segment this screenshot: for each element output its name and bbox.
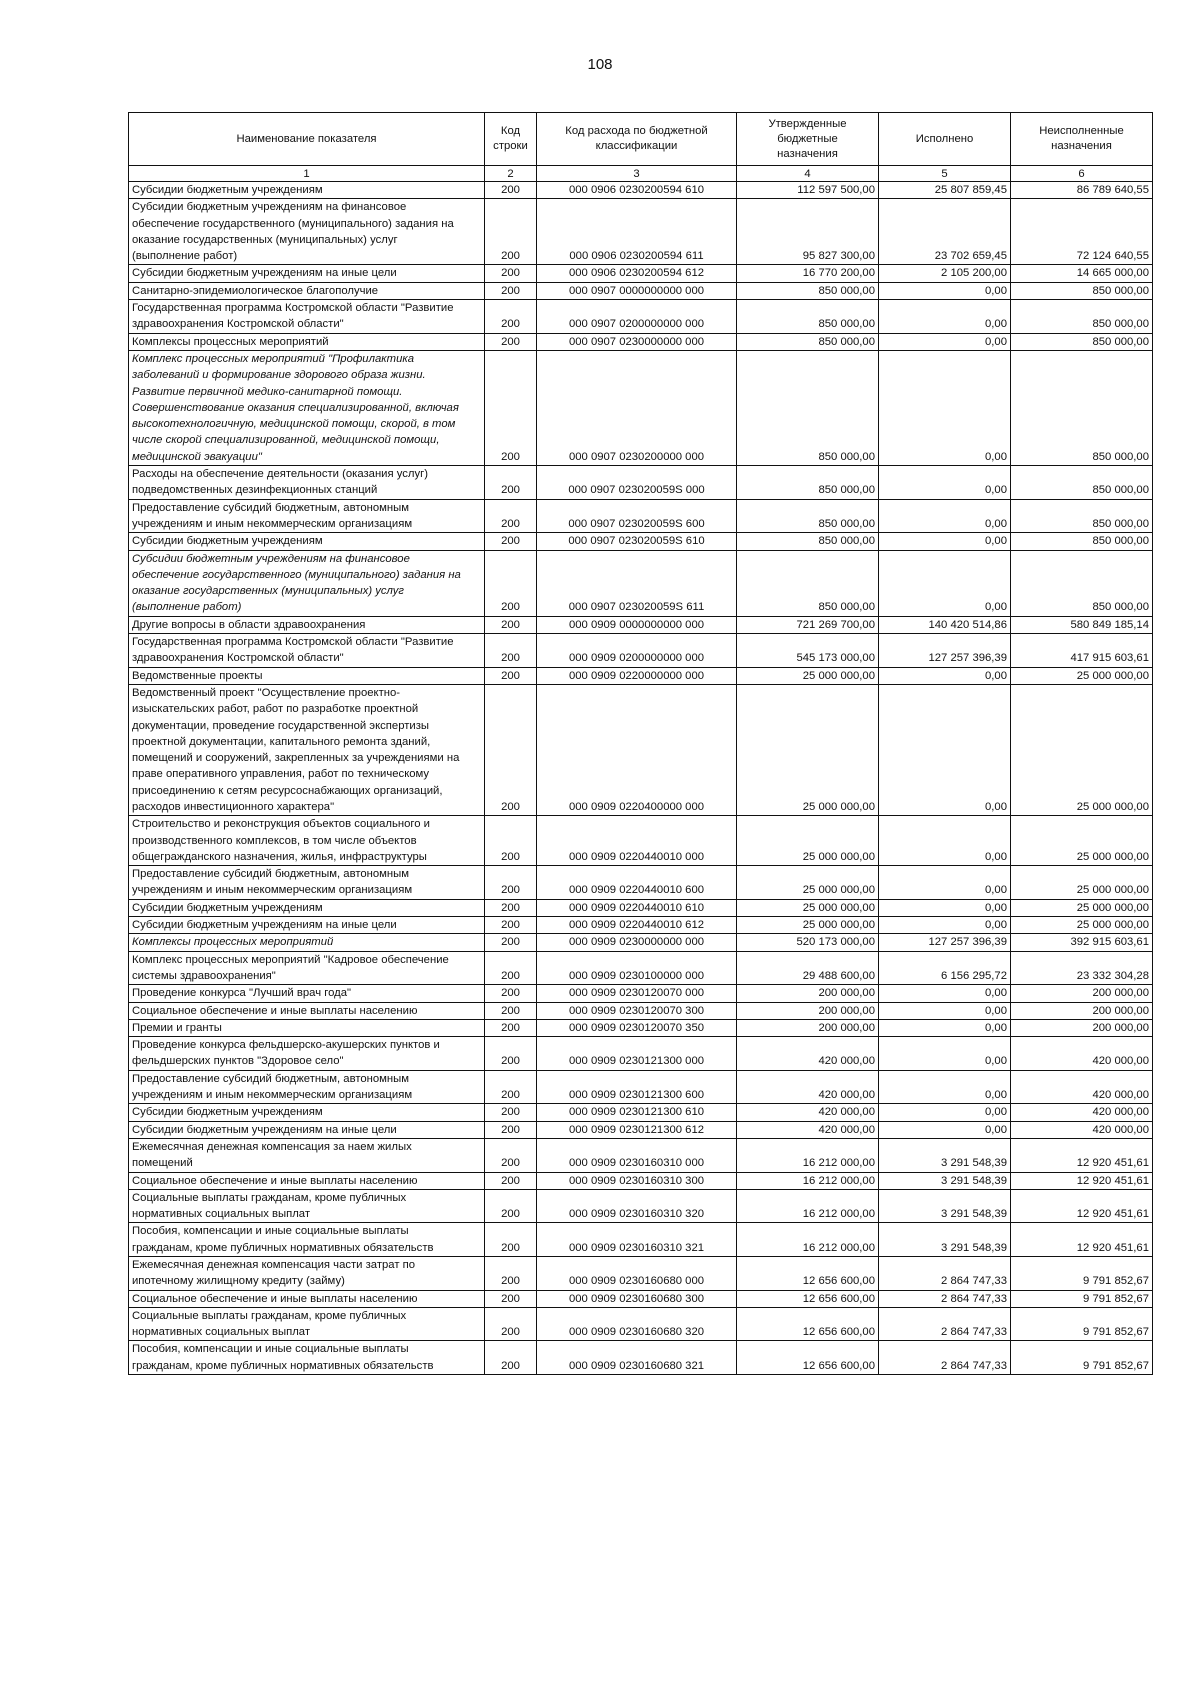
row-name-cell: Ведомственный проект "Осуществление проектно- изыскательских работ, работ по разработке проектной документации, проведение государственной экспертизы проектной документации, капитального ремонта зданий, помещений и сооружений, закрепленных за учреждениями на праве оперативного управления, работ по техническому присоединению к сетям ресурсоснабжающих организаций, расходов инвестиционного характера" [129,684,485,815]
column-number: 4 [737,166,879,182]
row-name-cell: Предоставление субсидий бюджетным, автономным учреждениям и иным некоммерческим организациям [129,866,485,900]
table-row [129,866,1153,900]
expense-code-cell: 000 0907 0230000000 000 [537,333,737,350]
row-code-cell: 200 [485,934,537,951]
table-row [129,1121,1153,1138]
unexecuted-amount-cell: 850 000,00 [1011,350,1153,465]
unexecuted-amount-cell: 25 000 000,00 [1011,667,1153,684]
unexecuted-amount-cell: 25 000 000,00 [1011,917,1153,934]
row-code-cell: 200 [485,1307,537,1341]
expense-code-cell: 000 0907 0230200000 000 [537,350,737,465]
executed-amount-cell: 0,00 [879,684,1011,815]
table-row [129,182,1153,199]
row-code-cell: 200 [485,1290,537,1307]
executed-amount-cell: 0,00 [879,550,1011,616]
column-header-unexecuted: Неисполненные назначения [1011,113,1153,166]
approved-amount-cell: 25 000 000,00 [737,917,879,934]
table-row [129,350,1153,465]
executed-amount-cell: 0,00 [879,667,1011,684]
unexecuted-amount-cell: 392 915 603,61 [1011,934,1153,951]
executed-amount-cell: 127 257 396,39 [879,634,1011,668]
approved-amount-cell: 16 770 200,00 [737,265,879,282]
expense-code-cell: 000 0906 0230200594 612 [537,265,737,282]
approved-amount-cell: 850 000,00 [737,300,879,334]
row-code-cell: 200 [485,1104,537,1121]
row-name-cell: Субсидии бюджетным учреждениям [129,899,485,916]
table-row [129,1138,1153,1172]
row-code-cell: 200 [485,550,537,616]
approved-amount-cell: 850 000,00 [737,550,879,616]
row-name-cell: Санитарно-эпидемиологическое благополучие [129,282,485,299]
expense-code-cell: 000 0909 0220000000 000 [537,667,737,684]
unexecuted-amount-cell: 9 791 852,67 [1011,1307,1153,1341]
expense-code-cell: 000 0909 0230120070 350 [537,1019,737,1036]
approved-amount-cell: 721 269 700,00 [737,616,879,633]
row-code-cell: 200 [485,466,537,500]
row-name-cell: Комплекс процессных мероприятий "Профилактика заболеваний и формирование здорового образа жизни. Развитие первичной медико-санитарной помощи. Совершенствование оказания специализированной, включая высокотехнологичную, медицинской помощи, скорой, в том числе скорой специализированной, медицинской помощи, медицинской эвакуации" [129,350,485,465]
row-code-cell: 200 [485,1257,537,1291]
row-name-cell: Расходы на обеспечение деятельности (оказания услуг) подведомственных дезинфекционных станций [129,466,485,500]
table-row [129,934,1153,951]
row-name-cell: Социальное обеспечение и иные выплаты населению [129,1290,485,1307]
row-code-cell: 200 [485,899,537,916]
unexecuted-amount-cell: 200 000,00 [1011,985,1153,1002]
row-code-cell: 200 [485,300,537,334]
executed-amount-cell: 2 105 200,00 [879,265,1011,282]
budget-execution-table [128,112,1153,1375]
table-row [129,1104,1153,1121]
executed-amount-cell: 0,00 [879,1121,1011,1138]
row-name-cell: Предоставление субсидий бюджетным, автономным учреждениям и иным некоммерческим организациям [129,1070,485,1104]
unexecuted-amount-cell: 420 000,00 [1011,1070,1153,1104]
row-name-cell: Субсидии бюджетным учреждениям [129,182,485,199]
unexecuted-amount-cell: 420 000,00 [1011,1104,1153,1121]
approved-amount-cell: 850 000,00 [737,533,879,550]
approved-amount-cell: 25 000 000,00 [737,899,879,916]
row-name-cell: Социальные выплаты гражданам, кроме публичных нормативных социальных выплат [129,1307,485,1341]
table-row [129,1037,1153,1071]
row-name-cell: Проведение конкурса фельдшерско-акушерских пунктов и фельдшерских пунктов "Здоровое село" [129,1037,485,1071]
row-name-cell: Ведомственные проекты [129,667,485,684]
executed-amount-cell: 23 702 659,45 [879,199,1011,265]
expense-code-cell: 000 0909 0230160680 300 [537,1290,737,1307]
approved-amount-cell: 112 597 500,00 [737,182,879,199]
row-name-cell: Социальные выплаты гражданам, кроме публичных нормативных социальных выплат [129,1189,485,1223]
table-row [129,917,1153,934]
row-code-cell: 200 [485,333,537,350]
executed-amount-cell: 0,00 [879,866,1011,900]
expense-code-cell: 000 0909 0230121300 600 [537,1070,737,1104]
unexecuted-amount-cell: 12 920 451,61 [1011,1189,1153,1223]
unexecuted-amount-cell: 86 789 640,55 [1011,182,1153,199]
row-code-cell: 200 [485,533,537,550]
row-code-cell: 200 [485,1121,537,1138]
row-code-cell: 200 [485,182,537,199]
approved-amount-cell: 420 000,00 [737,1121,879,1138]
unexecuted-amount-cell: 25 000 000,00 [1011,684,1153,815]
table-row [129,550,1153,616]
unexecuted-amount-cell: 25 000 000,00 [1011,866,1153,900]
row-name-cell: Субсидии бюджетным учреждениям [129,1104,485,1121]
table-row [129,282,1153,299]
column-header-expense-code: Код расхода по бюджетной классификации [537,113,737,166]
approved-amount-cell: 420 000,00 [737,1070,879,1104]
unexecuted-amount-cell: 850 000,00 [1011,550,1153,616]
row-code-cell: 200 [485,1189,537,1223]
executed-amount-cell: 0,00 [879,466,1011,500]
executed-amount-cell: 6 156 295,72 [879,951,1011,985]
table-row [129,634,1153,668]
row-name-cell: Субсидии бюджетным учреждениям на иные цели [129,917,485,934]
row-name-cell: Комплекс процессных мероприятий "Кадровое обеспечение системы здравоохранения" [129,951,485,985]
unexecuted-amount-cell: 12 920 451,61 [1011,1223,1153,1257]
executed-amount-cell: 2 864 747,33 [879,1290,1011,1307]
unexecuted-amount-cell: 9 791 852,67 [1011,1290,1153,1307]
row-code-cell: 200 [485,985,537,1002]
executed-amount-cell: 0,00 [879,1002,1011,1019]
table-row [129,1070,1153,1104]
expense-code-cell: 000 0909 0230160680 321 [537,1341,737,1375]
approved-amount-cell: 420 000,00 [737,1037,879,1071]
unexecuted-amount-cell: 12 920 451,61 [1011,1138,1153,1172]
row-code-cell: 200 [485,951,537,985]
row-code-cell: 200 [485,1002,537,1019]
row-code-cell: 200 [485,1172,537,1189]
column-header-executed: Исполнено [879,113,1011,166]
table-row [129,300,1153,334]
row-code-cell: 200 [485,1070,537,1104]
expense-code-cell: 000 0909 0230160310 320 [537,1189,737,1223]
page-number: 108 [587,56,613,73]
executed-amount-cell: 3 291 548,39 [879,1223,1011,1257]
executed-amount-cell: 0,00 [879,985,1011,1002]
table-row [129,1172,1153,1189]
unexecuted-amount-cell: 850 000,00 [1011,533,1153,550]
table-row [129,1002,1153,1019]
approved-amount-cell: 12 656 600,00 [737,1290,879,1307]
row-code-cell: 200 [485,1223,537,1257]
column-header-approved: Утвержденные бюджетные назначения [737,113,879,166]
unexecuted-amount-cell: 25 000 000,00 [1011,816,1153,866]
table-row [129,899,1153,916]
table-row [129,985,1153,1002]
approved-amount-cell: 12 656 600,00 [737,1307,879,1341]
column-number: 3 [537,166,737,182]
executed-amount-cell: 0,00 [879,282,1011,299]
expense-code-cell: 000 0909 0230121300 000 [537,1037,737,1071]
unexecuted-amount-cell: 25 000 000,00 [1011,899,1153,916]
row-code-cell: 200 [485,265,537,282]
table-row [129,1223,1153,1257]
approved-amount-cell: 545 173 000,00 [737,634,879,668]
table-row [129,1341,1153,1375]
row-name-cell: Комплексы процессных мероприятий [129,934,485,951]
unexecuted-amount-cell: 420 000,00 [1011,1037,1153,1071]
expense-code-cell: 000 0909 0000000000 000 [537,616,737,633]
row-name-cell: Государственная программа Костромской области "Развитие здравоохранения Костромской области" [129,634,485,668]
expense-code-cell: 000 0909 0230120070 300 [537,1002,737,1019]
table-row [129,684,1153,815]
executed-amount-cell: 0,00 [879,899,1011,916]
expense-code-cell: 000 0909 0220400000 000 [537,684,737,815]
executed-amount-cell: 0,00 [879,1019,1011,1036]
approved-amount-cell: 25 000 000,00 [737,684,879,815]
expense-code-cell: 000 0907 0200000000 000 [537,300,737,334]
row-code-cell: 200 [485,1019,537,1036]
row-code-cell: 200 [485,199,537,265]
column-number: 6 [1011,166,1153,182]
row-code-cell: 200 [485,616,537,633]
row-code-cell: 200 [485,282,537,299]
executed-amount-cell: 0,00 [879,1070,1011,1104]
expense-code-cell: 000 0909 0230160680 320 [537,1307,737,1341]
row-code-cell: 200 [485,499,537,533]
expense-code-cell: 000 0909 0230160680 000 [537,1257,737,1291]
expense-code-cell: 000 0909 0230000000 000 [537,934,737,951]
approved-amount-cell: 12 656 600,00 [737,1341,879,1375]
expense-code-cell: 000 0909 0230120070 000 [537,985,737,1002]
column-header-name: Наименование показателя [129,113,485,166]
table-row [129,816,1153,866]
row-code-cell: 200 [485,634,537,668]
approved-amount-cell: 95 827 300,00 [737,199,879,265]
unexecuted-amount-cell: 850 000,00 [1011,333,1153,350]
table-row [129,333,1153,350]
unexecuted-amount-cell: 72 124 640,55 [1011,199,1153,265]
unexecuted-amount-cell: 23 332 304,28 [1011,951,1153,985]
approved-amount-cell: 850 000,00 [737,466,879,500]
row-name-cell: Строительство и реконструкция объектов социального и производственного комплексов, в том числе объектов общегражданского назначения, жилья, инфраструктуры [129,816,485,866]
approved-amount-cell: 16 212 000,00 [737,1223,879,1257]
table-row [129,1257,1153,1291]
row-name-cell: Премии и гранты [129,1019,485,1036]
unexecuted-amount-cell: 850 000,00 [1011,282,1153,299]
unexecuted-amount-cell: 417 915 603,61 [1011,634,1153,668]
expense-code-cell: 000 0907 0000000000 000 [537,282,737,299]
expense-code-cell: 000 0906 0230200594 611 [537,199,737,265]
executed-amount-cell: 2 864 747,33 [879,1307,1011,1341]
table-row [129,265,1153,282]
row-name-cell: Пособия, компенсации и иные социальные выплаты гражданам, кроме публичных нормативных обязательств [129,1341,485,1375]
row-name-cell: Комплексы процессных мероприятий [129,333,485,350]
executed-amount-cell: 3 291 548,39 [879,1172,1011,1189]
approved-amount-cell: 16 212 000,00 [737,1172,879,1189]
expense-code-cell: 000 0907 023020059S 000 [537,466,737,500]
unexecuted-amount-cell: 12 920 451,61 [1011,1172,1153,1189]
table-row [129,466,1153,500]
header-row [129,113,1153,166]
expense-code-cell: 000 0909 0230160310 000 [537,1138,737,1172]
table-row [129,1189,1153,1223]
unexecuted-amount-cell: 850 000,00 [1011,300,1153,334]
row-name-cell: Субсидии бюджетным учреждениям [129,533,485,550]
approved-amount-cell: 200 000,00 [737,1002,879,1019]
table-row [129,616,1153,633]
column-header-row-code: Код строки [485,113,537,166]
expense-code-cell: 000 0909 0230121300 612 [537,1121,737,1138]
unexecuted-amount-cell: 420 000,00 [1011,1121,1153,1138]
approved-amount-cell: 200 000,00 [737,1019,879,1036]
executed-amount-cell: 0,00 [879,499,1011,533]
approved-amount-cell: 200 000,00 [737,985,879,1002]
expense-code-cell: 000 0909 0230160310 321 [537,1223,737,1257]
approved-amount-cell: 16 212 000,00 [737,1189,879,1223]
executed-amount-cell: 2 864 747,33 [879,1341,1011,1375]
approved-amount-cell: 850 000,00 [737,333,879,350]
unexecuted-amount-cell: 200 000,00 [1011,1019,1153,1036]
row-name-cell: Субсидии бюджетным учреждениям на финансовое обеспечение государственного (муниципального) задания на оказание государственных (муниципальных) услуг (выполнение работ) [129,199,485,265]
unexecuted-amount-cell: 850 000,00 [1011,499,1153,533]
approved-amount-cell: 29 488 600,00 [737,951,879,985]
row-name-cell: Государственная программа Костромской области "Развитие здравоохранения Костромской области" [129,300,485,334]
unexecuted-amount-cell: 580 849 185,14 [1011,616,1153,633]
row-name-cell: Субсидии бюджетным учреждениям на финансовое обеспечение государственного (муниципального) задания на оказание государственных (муниципальных) услуг (выполнение работ) [129,550,485,616]
approved-amount-cell: 850 000,00 [737,350,879,465]
approved-amount-cell: 420 000,00 [737,1104,879,1121]
approved-amount-cell: 25 000 000,00 [737,667,879,684]
row-code-cell: 200 [485,866,537,900]
table-row [129,667,1153,684]
table-row [129,1019,1153,1036]
executed-amount-cell: 25 807 859,45 [879,182,1011,199]
expense-code-cell: 000 0909 0230100000 000 [537,951,737,985]
table-row [129,199,1153,265]
row-name-cell: Социальное обеспечение и иные выплаты населению [129,1172,485,1189]
row-code-cell: 200 [485,667,537,684]
table-row [129,533,1153,550]
executed-amount-cell: 0,00 [879,816,1011,866]
executed-amount-cell: 0,00 [879,350,1011,465]
approved-amount-cell: 25 000 000,00 [737,816,879,866]
row-name-cell: Субсидии бюджетным учреждениям на иные цели [129,1121,485,1138]
executed-amount-cell: 3 291 548,39 [879,1138,1011,1172]
expense-code-cell: 000 0909 0200000000 000 [537,634,737,668]
executed-amount-cell: 0,00 [879,1104,1011,1121]
approved-amount-cell: 12 656 600,00 [737,1257,879,1291]
executed-amount-cell: 2 864 747,33 [879,1257,1011,1291]
row-name-cell: Проведение конкурса "Лучший врач года" [129,985,485,1002]
column-number: 2 [485,166,537,182]
row-name-cell: Предоставление субсидий бюджетным, автономным учреждениям и иным некоммерческим организациям [129,499,485,533]
row-code-cell: 200 [485,1341,537,1375]
row-name-cell: Пособия, компенсации и иные социальные выплаты гражданам, кроме публичных нормативных обязательств [129,1223,485,1257]
approved-amount-cell: 850 000,00 [737,499,879,533]
expense-code-cell: 000 0909 0230160310 300 [537,1172,737,1189]
executed-amount-cell: 0,00 [879,333,1011,350]
expense-code-cell: 000 0906 0230200594 610 [537,182,737,199]
row-name-cell: Другие вопросы в области здравоохранения [129,616,485,633]
approved-amount-cell: 16 212 000,00 [737,1138,879,1172]
column-number: 1 [129,166,485,182]
table-row [129,499,1153,533]
table-row [129,1307,1153,1341]
executed-amount-cell: 127 257 396,39 [879,934,1011,951]
unexecuted-amount-cell: 9 791 852,67 [1011,1257,1153,1291]
executed-amount-cell: 0,00 [879,533,1011,550]
row-name-cell: Социальное обеспечение и иные выплаты населению [129,1002,485,1019]
expense-code-cell: 000 0909 0220440010 600 [537,866,737,900]
expense-code-cell: 000 0909 0220440010 610 [537,899,737,916]
expense-code-cell: 000 0909 0220440010 000 [537,816,737,866]
unexecuted-amount-cell: 9 791 852,67 [1011,1341,1153,1375]
row-code-cell: 200 [485,1138,537,1172]
row-code-cell: 200 [485,350,537,465]
table-body [129,182,1153,1375]
executed-amount-cell: 3 291 548,39 [879,1189,1011,1223]
unexecuted-amount-cell: 200 000,00 [1011,1002,1153,1019]
unexecuted-amount-cell: 850 000,00 [1011,466,1153,500]
row-name-cell: Ежемесячная денежная компенсация за наем жилых помещений [129,1138,485,1172]
expense-code-cell: 000 0909 0230121300 610 [537,1104,737,1121]
expense-code-cell: 000 0907 023020059S 610 [537,533,737,550]
executed-amount-cell: 0,00 [879,300,1011,334]
column-number-row [129,166,1153,182]
table-row [129,951,1153,985]
executed-amount-cell: 0,00 [879,917,1011,934]
executed-amount-cell: 0,00 [879,1037,1011,1071]
row-name-cell: Субсидии бюджетным учреждениям на иные цели [129,265,485,282]
row-code-cell: 200 [485,1037,537,1071]
row-name-cell: Ежемесячная денежная компенсация части затрат по ипотечному жилищному кредиту (займу) [129,1257,485,1291]
expense-code-cell: 000 0907 023020059S 611 [537,550,737,616]
column-number: 5 [879,166,1011,182]
approved-amount-cell: 25 000 000,00 [737,866,879,900]
row-code-cell: 200 [485,816,537,866]
table-row [129,1290,1153,1307]
expense-code-cell: 000 0909 0220440010 612 [537,917,737,934]
expense-code-cell: 000 0907 023020059S 600 [537,499,737,533]
row-code-cell: 200 [485,684,537,815]
executed-amount-cell: 140 420 514,86 [879,616,1011,633]
approved-amount-cell: 520 173 000,00 [737,934,879,951]
approved-amount-cell: 850 000,00 [737,282,879,299]
unexecuted-amount-cell: 14 665 000,00 [1011,265,1153,282]
row-code-cell: 200 [485,917,537,934]
